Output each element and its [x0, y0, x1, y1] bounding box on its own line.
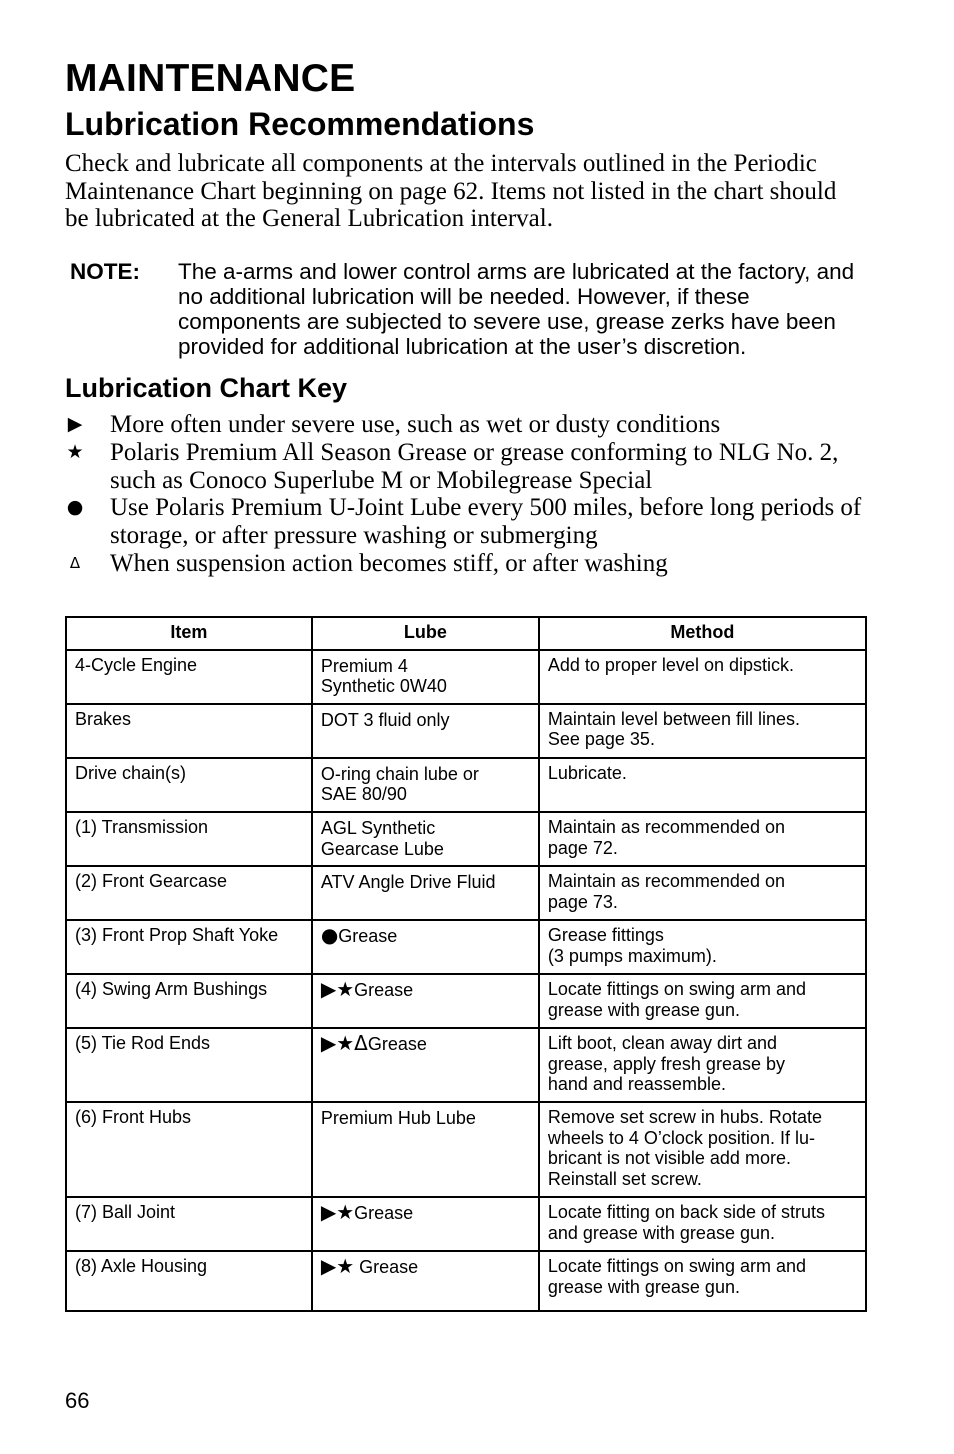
- lube-text: Grease: [354, 1203, 414, 1224]
- cell-method: Locate fittings on swing arm and grease with grease gun.: [539, 1251, 866, 1311]
- table-row: [66, 1251, 866, 1311]
- lube-symbols-icon: ●: [320, 923, 339, 948]
- lube-text: Grease: [367, 1034, 427, 1055]
- cell-item: 4-Cycle Engine: [66, 650, 312, 704]
- cell-method: Maintain as recommended on page 73.: [539, 866, 866, 920]
- column-header-method: Method: [539, 617, 866, 650]
- chart-key-list: [65, 411, 865, 577]
- key-item: [65, 411, 865, 439]
- cell-method: Maintain level between fill lines. See page 35.: [539, 704, 866, 758]
- cell-method: Lift boot, clean away dirt and grease, apply fresh grease by hand and reassemble.: [539, 1028, 866, 1102]
- dot-bullet-icon: ●: [66, 496, 84, 519]
- key-item: [65, 494, 865, 549]
- cell-lube: [312, 866, 539, 920]
- cell-lube: [312, 704, 539, 758]
- page-content: [65, 56, 865, 578]
- intro-paragraph: Check and lubricate all components at the intervals outlined in the Periodic Maintenance Chart beginning on page 62. Items not listed in the chart should be lubricated at the General Lubrication interval.: [65, 150, 837, 232]
- section-title: Lubrication Recommendations: [65, 106, 535, 142]
- table-row: [66, 974, 866, 1028]
- page-heading: MAINTENANCE: [65, 57, 356, 100]
- cell-lube: [312, 1197, 539, 1251]
- cell-lube: [312, 1028, 539, 1102]
- cell-lube: [312, 920, 539, 974]
- cell-item: Drive chain(s): [66, 758, 312, 812]
- table-row: [66, 704, 866, 758]
- lube-text: AGL Synthetic Gearcase Lube: [320, 817, 444, 859]
- cell-item: (2) Front Gearcase: [66, 866, 312, 920]
- cell-method: Add to proper level on dipstick.: [539, 650, 866, 704]
- cell-item: (7) Ball Joint: [66, 1197, 312, 1251]
- lube-symbols-icon: ▶★: [320, 1254, 355, 1279]
- lube-text: Premium Hub Lube: [320, 1108, 476, 1129]
- lube-text: O-ring chain lube or SAE 80/90: [320, 763, 479, 805]
- cell-item: (8) Axle Housing: [66, 1251, 312, 1311]
- key-item-text: Use Polaris Premium U-Joint Lube every 500 miles, before long periods of storage, or after pressure washing or submerging: [110, 494, 862, 550]
- cell-lube: [312, 1102, 539, 1197]
- table-body: [66, 650, 866, 1312]
- lube-text: Grease: [338, 926, 398, 947]
- cell-method: Grease fittings (3 pumps maximum).: [539, 920, 866, 974]
- cell-method: Remove set screw in hubs. Rotate wheels to 4 O’clock position. If lu- bricant is not visible add more. Reinstall set screw.: [539, 1102, 866, 1197]
- lubrication-table: [65, 616, 867, 1312]
- cell-lube: [312, 974, 539, 1028]
- note-block: [70, 259, 865, 360]
- lube-symbols-icon: ▶★: [320, 977, 355, 1002]
- key-item-text: More often under severe use, such as wet or dusty conditions: [110, 411, 721, 439]
- lube-text: DOT 3 fluid only: [320, 709, 450, 730]
- table-row: [66, 758, 866, 812]
- cell-item: (6) Front Hubs: [66, 1102, 312, 1197]
- table-row: [66, 1197, 866, 1251]
- star-bullet-icon: ★: [66, 441, 84, 464]
- column-header-lube: Lube: [312, 617, 539, 650]
- cell-lube: [312, 650, 539, 704]
- lube-symbols-icon: ▶★Δ: [320, 1031, 368, 1056]
- cell-method: Maintain as recommended on page 72.: [539, 812, 866, 866]
- lube-text: Grease: [354, 1257, 419, 1278]
- lube-text: Grease: [354, 980, 414, 1001]
- cell-item: (1) Transmission: [66, 812, 312, 866]
- note-text: The a-arms and lower control arms are lubricated at the factory, and no additional lubrication will be needed. However, if these components are subjected to severe use, grease zerks have been provided for additional lubrication at the user’s discretion.: [178, 258, 855, 360]
- key-item-text: Polaris Premium All Season Grease or grease conforming to NLG No. 2, such as Conoco Superlube M or Mobilegrease Special: [110, 439, 839, 494]
- column-header-item: Item: [66, 617, 312, 650]
- cell-method: Locate fittings on swing arm and grease with grease gun.: [539, 974, 866, 1028]
- key-item: [65, 550, 865, 578]
- cell-lube: [312, 812, 539, 866]
- lube-text: ATV Angle Drive Fluid: [320, 872, 496, 893]
- delta-bullet-icon: Δ: [69, 553, 81, 572]
- cell-lube: [312, 758, 539, 812]
- cell-method: Locate fitting on back side of struts and grease with grease gun.: [539, 1197, 866, 1251]
- key-item: [65, 439, 865, 494]
- key-title: Lubrication Chart Key: [65, 373, 348, 404]
- table-row: [66, 812, 866, 866]
- lube-text: Premium 4 Synthetic 0W40: [320, 655, 447, 697]
- key-item-text: When suspension action becomes stiff, or after washing: [110, 549, 668, 577]
- table-row: [66, 920, 866, 974]
- cell-method: Lubricate.: [539, 758, 866, 812]
- cell-item: (5) Tie Rod Ends: [66, 1028, 312, 1102]
- table-row: [66, 866, 866, 920]
- cell-item: Brakes: [66, 704, 312, 758]
- cell-lube: [312, 1251, 539, 1311]
- table-row: [66, 1102, 866, 1197]
- cell-item: (3) Front Prop Shaft Yoke: [66, 920, 312, 974]
- note-label: NOTE:: [70, 258, 140, 284]
- triangle-bullet-icon: ▶: [67, 413, 83, 436]
- table-header-row: [66, 617, 866, 650]
- table-row: [66, 1028, 866, 1102]
- table-row: [66, 650, 866, 704]
- page-number: 66: [65, 1388, 90, 1413]
- cell-item: (4) Swing Arm Bushings: [66, 974, 312, 1028]
- lube-symbols-icon: ▶★: [320, 1200, 355, 1225]
